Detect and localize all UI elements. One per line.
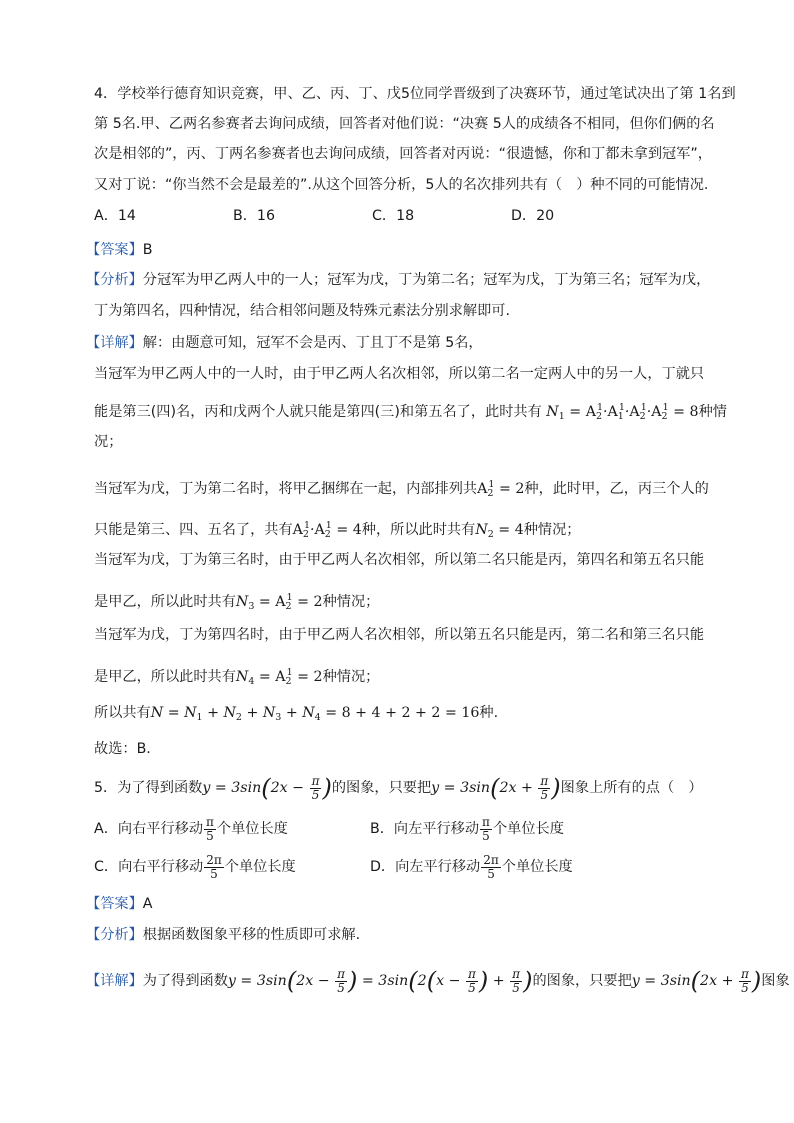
detail-text: 种情 [698, 404, 727, 420]
analysis-text: 根据函数图象平移的性质即可求解. [142, 927, 361, 943]
formula-source-function: y = 3sin(2x + $\frac{\pi}{5}$ ) [431, 773, 561, 802]
q5-option-a: A．向右平行移动 $\frac{\pi}{5}$ 个单位长度 [94, 814, 288, 843]
q5-stem [94, 773, 703, 803]
detail-text: 的图象，只要把 [532, 973, 632, 989]
q4-detail-line-7: 当冠军为戊，丁为第三名时，由于甲乙两人名次相邻，所以第二名只能是丙，第四名和第五名只能 [94, 552, 705, 568]
detail-text: 当冠军为戊，丁为第二名时，将甲乙捆绑在一起，内部排列共 [94, 481, 478, 497]
detail-text: 只能是第三、四、五名了，共有 [94, 522, 293, 538]
q4-detail-line-11 [94, 703, 498, 728]
answer-tag: 【答案】 [86, 242, 143, 258]
q5-stem-text: 图象上所有的点（ ） [560, 780, 703, 796]
q5-options-row-1 [94, 814, 564, 844]
option-text: D．向左平行移动 [370, 859, 481, 875]
formula-transform: y = 3sin(2x − $\frac{\pi}{5}$ ) = 3sin(2(x − $\frac{\pi}{5}$ ) + $\frac{\pi}{5}$ ) [227, 966, 533, 995]
q4-conclusion: 故选：B. [94, 741, 151, 757]
detail-text: 种情况； [322, 669, 380, 685]
q5-stem-text: 的图象，只要把 [331, 780, 432, 796]
detail-text: 为了得到函数 [142, 973, 228, 989]
answer-value: B [142, 242, 153, 258]
q4-option-c: C．18 [372, 208, 415, 224]
option-text: A．向右平行移动 [94, 821, 204, 837]
q4-analysis-line-2: 丁为第四名，四种情况，结合相邻问题及特殊元素法分别求解即可. [94, 303, 510, 319]
q4-stem-line-4: 又对丁说：“你当然不会是最差的”.从这个回答分析，5人的名次排列共有（ ）种不同的可能情况. [94, 177, 709, 193]
option-text: C．向右平行移动 [94, 859, 204, 875]
formula-target-function: y = 3sin(2x − $\frac{\pi}{5}$ ) [202, 773, 332, 802]
formula-n2: $N_2 = 4$ [475, 522, 524, 540]
q4-option-b: B．16 [233, 208, 275, 224]
formula-n2-value: = 4 [498, 522, 524, 538]
q4-option-a: A．14 [94, 208, 136, 224]
formula-n4-value: = 2 [297, 669, 323, 685]
answer-value: A [142, 896, 153, 912]
formula-a22: $A_2^1 = 2$ [477, 479, 525, 499]
formula-source-function: y = 3sin(2x + $\frac{\pi}{5}$ ) [631, 966, 762, 995]
q5-detail [86, 966, 790, 996]
q4-detail-line-10 [94, 663, 379, 692]
q5-option-c: C．向右平行移动 $\frac{2\pi}{5}$ 个单位长度 [94, 852, 296, 881]
answer-tag: 【答案】 [86, 896, 143, 912]
formula-n4: $N_4 = A_2^1 = 2$ [235, 667, 323, 687]
q5-analysis [86, 925, 360, 945]
q4-stem-line-2: 第 5名.甲、乙两名参赛者去询问成绩，回答者对他们说：“决赛 5人的成绩各不相同，但你们俩的名 [94, 116, 715, 132]
analysis-tag: 【分析】 [86, 272, 143, 288]
detail-text: 图象 [761, 973, 790, 989]
detail-text: 解：由题意可知，冠军不会是丙、丁且丁不是第 5名， [142, 335, 483, 351]
q5-stem-text: 5．为了得到函数 [94, 780, 203, 796]
formula-a22-value: = 2 [498, 481, 525, 497]
q4-options [94, 206, 650, 226]
analysis-text: 分冠军为甲乙两人中的一人；冠军为戊，丁为第二名；冠军为戊，丁为第三名；冠军为戊， [142, 272, 711, 288]
q4-analysis-line-1 [86, 270, 710, 290]
formula-n3: $N_3 = A_2^1 = 2$ [235, 592, 323, 612]
detail-tag: 【详解】 [86, 335, 143, 351]
q5-option-d: D．向左平行移动 $\frac{2\pi}{5}$ 个单位长度 [370, 852, 573, 881]
formula-n3-value: = 2 [297, 594, 323, 610]
analysis-tag: 【分析】 [86, 927, 143, 943]
detail-text: 能是第三(四)名，丙和戊两个人就只能是第四(三)和第五名了，此时共有 [94, 404, 542, 420]
detail-text: 种. [479, 705, 499, 721]
detail-text: 所以共有 [94, 705, 151, 721]
formula-n1-value: = 8 [673, 404, 699, 420]
formula-total: $N = N_1 + N_2 + N_3 + N_4 = 8 + 4 + 2 + 2 = 16$ [150, 705, 480, 723]
detail-text: 种情况； [523, 522, 581, 538]
option-unit: 个单位长度 [501, 859, 573, 875]
q4-detail-line-9: 当冠军为戊，丁为第四名时，由于甲乙两人名次相邻，所以第五名只能是丙，第二名和第三名只能 [94, 627, 705, 643]
q4-detail-line-1 [86, 333, 483, 353]
option-unit: 个单位长度 [224, 859, 296, 875]
formula-a21a21: $A_2^1\cdot A_2^1 = 4$ [292, 520, 362, 540]
q4-detail-line-3 [94, 398, 727, 427]
detail-text: 种，所以此时共有 [361, 522, 476, 538]
formula-value: = 4 [336, 522, 362, 538]
option-unit: 个单位长度 [492, 821, 564, 837]
option-unit: 个单位长度 [216, 821, 288, 837]
q4-stem-line-1: 4．学校举行德育知识竞赛，甲、乙、丙、丁、戊5位同学晋级到了决赛环节，通过笔试决出了第 1名到 [94, 86, 736, 102]
q4-detail-line-4: 况； [94, 434, 123, 450]
q5-answer [86, 894, 152, 914]
q4-stem-line-3: 次是相邻的”，丙、丁两名参赛者也去询问成绩，回答者对丙说：“很遗憾，你和丁都未拿到冠军”， [94, 146, 712, 162]
detail-text: 种，此时甲，乙，丙三个人的 [524, 481, 709, 497]
q4-detail-line-2: 当冠军为甲乙两人中的一人时，由于甲乙两人名次相邻，所以第二名一定两人中的另一人，丁就只 [94, 366, 705, 382]
q4-detail-line-5 [94, 475, 709, 504]
detail-text: 是甲乙，所以此时共有 [94, 669, 236, 685]
q4-detail-line-6 [94, 516, 581, 545]
q5-options-row-2 [94, 852, 573, 882]
formula-total-value: = 8 + 4 + 2 + 2 = 16 [325, 705, 480, 721]
q5-option-b: B．向左平行移动 $\frac{\pi}{5}$ 个单位长度 [370, 814, 564, 843]
formula-n1: $N_1 = A_2^1\cdot A_1^1\cdot A_2^1\cdot A_2^1 = 8$ [546, 402, 699, 422]
detail-text: 种情况； [322, 594, 380, 610]
option-text: B．向左平行移动 [370, 821, 480, 837]
detail-text: 是甲乙，所以此时共有 [94, 594, 236, 610]
detail-tag: 【详解】 [86, 973, 143, 989]
q4-answer [86, 240, 153, 260]
q4-option-d: D．20 [511, 208, 555, 224]
q4-detail-line-8 [94, 588, 379, 617]
